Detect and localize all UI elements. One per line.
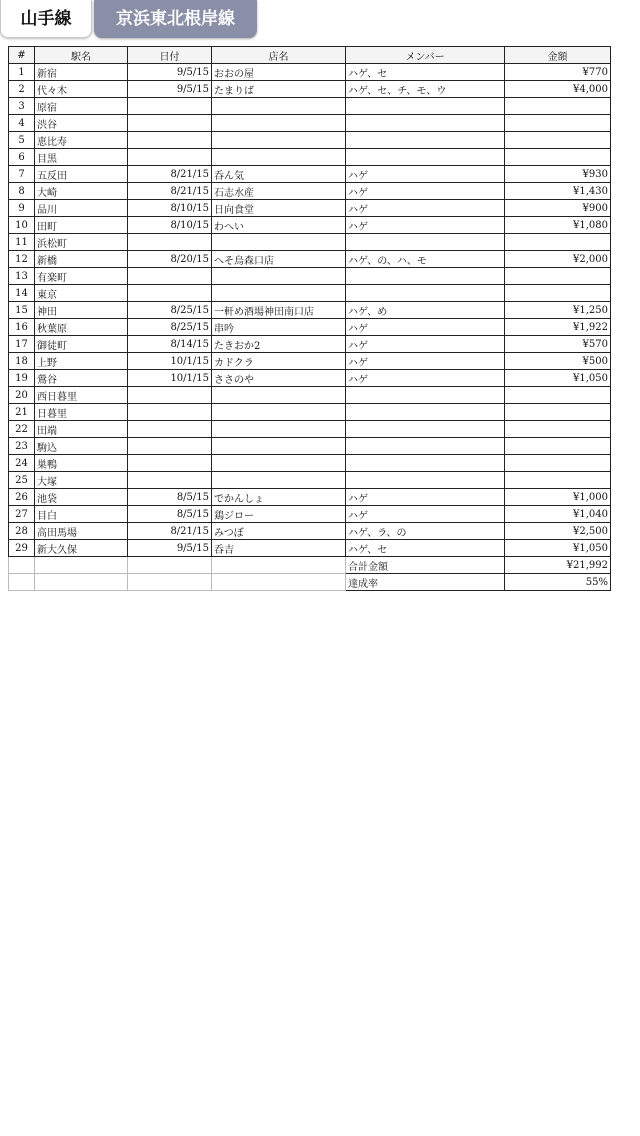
amount-cell[interactable]: ¥1,250 — [505, 302, 611, 319]
row-number-cell[interactable]: 1 — [9, 64, 35, 81]
table-row — [9, 387, 611, 404]
date-cell[interactable] — [128, 421, 212, 438]
table-row — [9, 183, 611, 200]
table-row — [9, 472, 611, 489]
row-number-cell[interactable]: 19 — [9, 370, 35, 387]
row-number-cell[interactable]: 28 — [9, 523, 35, 540]
row-number-cell[interactable]: 12 — [9, 251, 35, 268]
shop-cell[interactable]: カドクラ — [212, 353, 346, 370]
members-cell[interactable]: ハゲ — [346, 506, 505, 523]
table-row — [9, 438, 611, 455]
table-row — [9, 421, 611, 438]
date-cell[interactable] — [128, 234, 212, 251]
row-number-cell[interactable]: 7 — [9, 166, 35, 183]
members-cell[interactable] — [346, 472, 505, 489]
table-row — [9, 285, 611, 302]
station-cell[interactable]: 日暮里 — [35, 404, 128, 421]
station-cell[interactable]: 原宿 — [35, 98, 128, 115]
members-cell[interactable] — [346, 387, 505, 404]
station-cell[interactable]: 有楽町 — [35, 268, 128, 285]
date-cell[interactable] — [128, 98, 212, 115]
amount-cell[interactable]: ¥1,430 — [505, 183, 611, 200]
table-row — [9, 98, 611, 115]
table-row — [9, 302, 611, 319]
amount-cell[interactable] — [505, 438, 611, 455]
station-cell[interactable]: 品川 — [35, 200, 128, 217]
table-row — [9, 268, 611, 285]
amount-cell[interactable] — [505, 421, 611, 438]
station-cell[interactable]: 目黒 — [35, 149, 128, 166]
amount-cell[interactable] — [505, 268, 611, 285]
shop-cell[interactable] — [212, 234, 346, 251]
amount-cell[interactable] — [505, 132, 611, 149]
table-row — [9, 217, 611, 234]
station-cell[interactable]: 駒込 — [35, 438, 128, 455]
table-row — [9, 166, 611, 183]
shop-cell[interactable] — [212, 455, 346, 472]
row-number-cell[interactable]: 24 — [9, 455, 35, 472]
shop-cell[interactable]: 串吟 — [212, 319, 346, 336]
amount-cell[interactable]: ¥1,050 — [505, 370, 611, 387]
shop-cell[interactable]: でかんしょ — [212, 489, 346, 506]
total-amount-label[interactable]: 合計金額 — [346, 557, 505, 574]
members-cell[interactable] — [346, 438, 505, 455]
row-number-cell[interactable]: 27 — [9, 506, 35, 523]
station-cell[interactable]: 目白 — [35, 506, 128, 523]
shop-cell[interactable] — [212, 472, 346, 489]
date-cell[interactable]: 8/25/15 — [128, 319, 212, 336]
date-cell[interactable]: 8/21/15 — [128, 166, 212, 183]
header-station: 駅名 — [35, 47, 128, 64]
amount-cell[interactable] — [505, 98, 611, 115]
row-number-cell[interactable]: 8 — [9, 183, 35, 200]
shop-cell[interactable]: 呑ん気 — [212, 166, 346, 183]
shop-cell[interactable] — [212, 149, 346, 166]
amount-cell[interactable]: ¥570 — [505, 336, 611, 353]
tab-yamanote[interactable]: 山手線 — [0, 0, 92, 38]
table-row — [9, 132, 611, 149]
total-amount-value[interactable]: ¥21,992 — [505, 557, 611, 574]
amount-cell[interactable]: ¥930 — [505, 166, 611, 183]
cell[interactable] — [35, 574, 128, 591]
members-cell[interactable] — [346, 268, 505, 285]
table-row — [9, 370, 611, 387]
amount-cell[interactable]: ¥900 — [505, 200, 611, 217]
amount-cell[interactable]: ¥4,000 — [505, 81, 611, 98]
date-cell[interactable]: 8/10/15 — [128, 200, 212, 217]
members-cell[interactable]: ハゲ、め — [346, 302, 505, 319]
members-cell[interactable]: ハゲ — [346, 166, 505, 183]
members-cell[interactable]: ハゲ — [346, 183, 505, 200]
cell[interactable] — [9, 574, 35, 591]
station-cell[interactable]: 東京 — [35, 285, 128, 302]
sheet-tab-bar — [0, 0, 640, 38]
amount-cell[interactable]: ¥1,922 — [505, 319, 611, 336]
table-row — [9, 404, 611, 421]
date-cell[interactable] — [128, 404, 212, 421]
members-cell[interactable]: ハゲ — [346, 370, 505, 387]
station-cell[interactable]: 高田馬場 — [35, 523, 128, 540]
table-row — [9, 336, 611, 353]
amount-cell[interactable] — [505, 234, 611, 251]
row-number-cell[interactable]: 17 — [9, 336, 35, 353]
station-cell[interactable]: 浜松町 — [35, 234, 128, 251]
table-row — [9, 540, 611, 557]
row-number-cell[interactable]: 9 — [9, 200, 35, 217]
amount-cell[interactable] — [505, 455, 611, 472]
header-amount: 金額 — [505, 47, 611, 64]
row-number-cell[interactable]: 11 — [9, 234, 35, 251]
members-cell[interactable] — [346, 132, 505, 149]
cell[interactable] — [128, 574, 212, 591]
station-cell[interactable]: 恵比寿 — [35, 132, 128, 149]
header-number: # — [9, 47, 35, 64]
date-cell[interactable] — [128, 149, 212, 166]
date-cell[interactable] — [128, 472, 212, 489]
shop-cell[interactable]: たきおか2 — [212, 336, 346, 353]
members-cell[interactable]: ハゲ — [346, 200, 505, 217]
shop-cell[interactable]: ささのや — [212, 370, 346, 387]
shop-cell[interactable] — [212, 268, 346, 285]
date-cell[interactable]: 8/25/15 — [128, 302, 212, 319]
date-cell[interactable]: 10/1/15 — [128, 370, 212, 387]
station-cell[interactable]: 鶯谷 — [35, 370, 128, 387]
members-cell[interactable] — [346, 98, 505, 115]
shop-cell[interactable]: みつぼ — [212, 523, 346, 540]
row-number-cell[interactable]: 6 — [9, 149, 35, 166]
shop-cell[interactable]: 一軒め酒場神田南口店 — [212, 302, 346, 319]
date-cell[interactable]: 8/5/15 — [128, 506, 212, 523]
date-cell[interactable]: 8/21/15 — [128, 523, 212, 540]
station-cell[interactable]: 田端 — [35, 421, 128, 438]
members-cell[interactable]: ハゲ — [346, 489, 505, 506]
row-number-cell[interactable]: 4 — [9, 115, 35, 132]
table-row — [9, 506, 611, 523]
shop-cell[interactable]: 石志水産 — [212, 183, 346, 200]
station-cell[interactable]: 西日暮里 — [35, 387, 128, 404]
amount-cell[interactable] — [505, 115, 611, 132]
row-number-cell[interactable]: 29 — [9, 540, 35, 557]
amount-cell[interactable] — [505, 387, 611, 404]
shop-cell[interactable]: おおの屋 — [212, 64, 346, 81]
members-cell[interactable]: ハゲ — [346, 353, 505, 370]
date-cell[interactable]: 8/14/15 — [128, 336, 212, 353]
row-number-cell[interactable]: 23 — [9, 438, 35, 455]
members-cell[interactable]: ハゲ、ラ、の — [346, 523, 505, 540]
shop-cell[interactable] — [212, 404, 346, 421]
date-cell[interactable]: 8/5/15 — [128, 489, 212, 506]
row-number-cell[interactable]: 16 — [9, 319, 35, 336]
cell[interactable] — [212, 557, 346, 574]
amount-cell[interactable] — [505, 285, 611, 302]
shop-cell[interactable]: わへい — [212, 217, 346, 234]
members-cell[interactable]: ハゲ — [346, 319, 505, 336]
table-row — [9, 115, 611, 132]
station-cell[interactable]: 渋谷 — [35, 115, 128, 132]
row-number-cell[interactable]: 14 — [9, 285, 35, 302]
station-cell[interactable]: 代々木 — [35, 81, 128, 98]
members-cell[interactable] — [346, 234, 505, 251]
date-cell[interactable]: 9/5/15 — [128, 81, 212, 98]
shop-cell[interactable] — [212, 115, 346, 132]
row-number-cell[interactable]: 22 — [9, 421, 35, 438]
amount-cell[interactable]: ¥1,050 — [505, 540, 611, 557]
date-cell[interactable]: 9/5/15 — [128, 540, 212, 557]
members-cell[interactable] — [346, 404, 505, 421]
members-cell[interactable] — [346, 115, 505, 132]
shop-cell[interactable]: へそ烏森口店 — [212, 251, 346, 268]
members-cell[interactable]: ハゲ、セ、チ、モ、ウ — [346, 81, 505, 98]
date-cell[interactable]: 8/10/15 — [128, 217, 212, 234]
amount-cell[interactable]: ¥1,000 — [505, 489, 611, 506]
station-cell[interactable]: 秋葉原 — [35, 319, 128, 336]
row-number-cell[interactable]: 25 — [9, 472, 35, 489]
station-cell[interactable]: 新宿 — [35, 64, 128, 81]
amount-cell[interactable]: ¥2,500 — [505, 523, 611, 540]
tab-keihin-tohoku-negishi[interactable]: 京浜東北根岸線 — [94, 0, 257, 38]
members-cell[interactable] — [346, 421, 505, 438]
table-row — [9, 81, 611, 98]
members-cell[interactable]: ハゲ、の、ハ、モ — [346, 251, 505, 268]
cell[interactable] — [9, 557, 35, 574]
row-number-cell[interactable]: 10 — [9, 217, 35, 234]
row-number-cell[interactable]: 20 — [9, 387, 35, 404]
station-cell[interactable]: 田町 — [35, 217, 128, 234]
date-cell[interactable] — [128, 455, 212, 472]
station-log-table — [8, 46, 611, 591]
date-cell[interactable]: 9/5/15 — [128, 64, 212, 81]
amount-cell[interactable]: ¥1,080 — [505, 217, 611, 234]
members-cell[interactable] — [346, 455, 505, 472]
members-cell[interactable]: ハゲ — [346, 217, 505, 234]
row-number-cell[interactable]: 18 — [9, 353, 35, 370]
table-row — [9, 353, 611, 370]
date-cell[interactable] — [128, 132, 212, 149]
achievement-rate-label[interactable]: 達成率 — [346, 574, 505, 591]
station-cell[interactable]: 御徒町 — [35, 336, 128, 353]
summary-row-rate — [9, 574, 611, 591]
station-cell[interactable]: 神田 — [35, 302, 128, 319]
station-cell[interactable]: 巣鴨 — [35, 455, 128, 472]
cell[interactable] — [212, 574, 346, 591]
date-cell[interactable]: 8/20/15 — [128, 251, 212, 268]
date-cell[interactable] — [128, 387, 212, 404]
table-row — [9, 149, 611, 166]
members-cell[interactable]: ハゲ — [346, 336, 505, 353]
amount-cell[interactable] — [505, 404, 611, 421]
shop-cell[interactable] — [212, 421, 346, 438]
header-date: 日付 — [128, 47, 212, 64]
table-row — [9, 455, 611, 472]
shop-cell[interactable]: 日向食堂 — [212, 200, 346, 217]
table-row — [9, 200, 611, 217]
date-cell[interactable] — [128, 285, 212, 302]
shop-cell[interactable] — [212, 98, 346, 115]
station-cell[interactable]: 池袋 — [35, 489, 128, 506]
shop-cell[interactable]: 呑吉 — [212, 540, 346, 557]
station-cell[interactable]: 五反田 — [35, 166, 128, 183]
cell[interactable] — [128, 557, 212, 574]
row-number-cell[interactable]: 3 — [9, 98, 35, 115]
table-row — [9, 64, 611, 81]
header-members: メンバー — [346, 47, 505, 64]
amount-cell[interactable] — [505, 149, 611, 166]
date-cell[interactable] — [128, 115, 212, 132]
amount-cell[interactable]: ¥1,040 — [505, 506, 611, 523]
station-cell[interactable]: 新橋 — [35, 251, 128, 268]
shop-cell[interactable] — [212, 438, 346, 455]
shop-cell[interactable] — [212, 387, 346, 404]
table-row — [9, 251, 611, 268]
date-cell[interactable]: 10/1/15 — [128, 353, 212, 370]
members-cell[interactable] — [346, 149, 505, 166]
shop-cell[interactable]: 鶏ジロー — [212, 506, 346, 523]
amount-cell[interactable]: ¥500 — [505, 353, 611, 370]
amount-cell[interactable]: ¥770 — [505, 64, 611, 81]
members-cell[interactable]: ハゲ、セ — [346, 540, 505, 557]
amount-cell[interactable] — [505, 472, 611, 489]
station-cell[interactable]: 新大久保 — [35, 540, 128, 557]
members-cell[interactable] — [346, 285, 505, 302]
cell[interactable] — [35, 557, 128, 574]
station-cell[interactable]: 大崎 — [35, 183, 128, 200]
shop-cell[interactable]: たまりば — [212, 81, 346, 98]
members-cell[interactable]: ハゲ、セ — [346, 64, 505, 81]
row-number-cell[interactable]: 2 — [9, 81, 35, 98]
header-shop: 店名 — [212, 47, 346, 64]
row-number-cell[interactable]: 5 — [9, 132, 35, 149]
date-cell[interactable] — [128, 438, 212, 455]
row-number-cell[interactable]: 15 — [9, 302, 35, 319]
row-number-cell[interactable]: 13 — [9, 268, 35, 285]
table-header-row — [9, 47, 611, 64]
date-cell[interactable]: 8/21/15 — [128, 183, 212, 200]
amount-cell[interactable]: ¥2,000 — [505, 251, 611, 268]
row-number-cell[interactable]: 21 — [9, 404, 35, 421]
achievement-rate-value[interactable]: 55% — [505, 574, 611, 591]
table-row — [9, 489, 611, 506]
table-row — [9, 234, 611, 251]
table-row — [9, 523, 611, 540]
table-row — [9, 319, 611, 336]
shop-cell[interactable] — [212, 285, 346, 302]
station-cell[interactable]: 大塚 — [35, 472, 128, 489]
date-cell[interactable] — [128, 268, 212, 285]
station-cell[interactable]: 上野 — [35, 353, 128, 370]
summary-row-total — [9, 557, 611, 574]
row-number-cell[interactable]: 26 — [9, 489, 35, 506]
shop-cell[interactable] — [212, 132, 346, 149]
